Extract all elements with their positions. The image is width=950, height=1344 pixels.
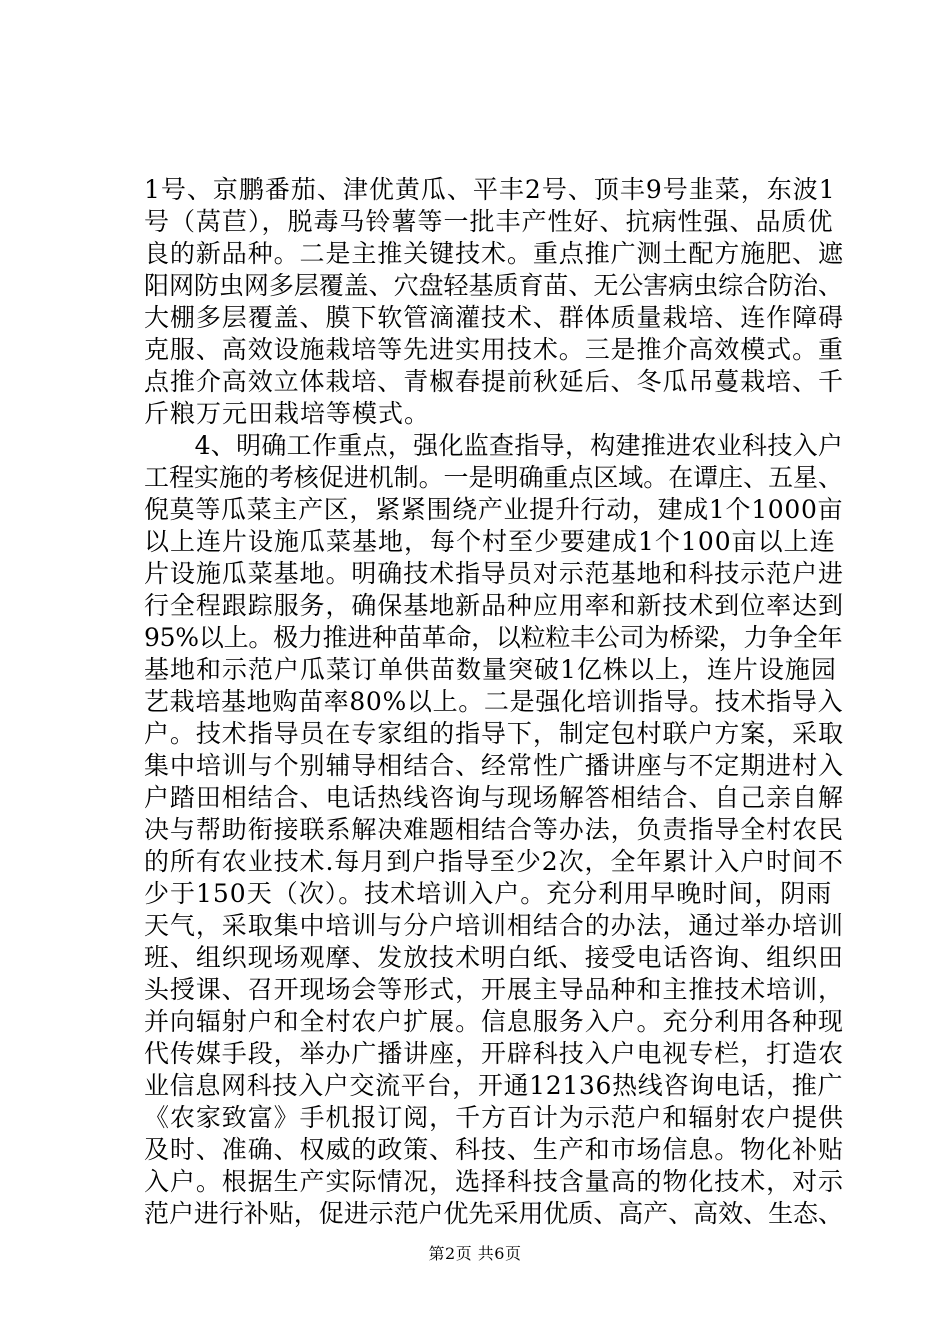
text-line: 阳网防虫网多层覆盖、穴盘轻基质育苗、无公害病虫综合防治、 <box>144 271 843 300</box>
text-line: 业信息网科技入户交流平台，开通12136热线咨询电话，推广 <box>144 1071 844 1100</box>
text-line: 少于150天（次）。技术培训入户。充分利用早晚时间，阴雨 <box>144 879 833 908</box>
body-text <box>144 174 844 1230</box>
text-line: 及时、准确、权威的政策、科技、生产和市场信息。物化补贴 <box>144 1135 844 1164</box>
text-line: 并向辐射户和全村农户扩展。信息服务入户。充分利用各种现 <box>144 1007 844 1036</box>
text-line: 工程实施的考核促进机制。一是明确重点区域。在谭庄、五星、 <box>144 463 843 492</box>
text-line: 的所有农业技术.每月到户指导至少2次，全年累计入户时间不 <box>144 847 844 876</box>
text-line: 95%以上。极力推进种苗革命，以粒粒丰公司为桥梁，力争全年 <box>144 623 843 652</box>
text-line: 范户进行补贴，促进示范户优先采用优质、高产、高效、生态、 <box>144 1199 843 1228</box>
text-line: 集中培训与个别辅导相结合、经常性广播讲座与不定期进村入 <box>144 751 844 780</box>
text-line: 基地和示范户瓜菜订单供苗数量突破1亿株以上，连片设施园 <box>144 655 837 684</box>
text-line: 1号、京鹏番茄、津优黄瓜、平丰2号、顶丰9号韭菜，东波1 <box>144 175 836 204</box>
text-line: 户踏田相结合、电话热线咨询与现场解答相结合、自己亲自解 <box>144 783 844 812</box>
text-line: 大棚多层覆盖、膜下软管滴灌技术、群体质量栽培、连作障碍 <box>144 303 844 332</box>
text-line: 《农家致富》手机报订阅，千方百计为示范户和辐射农户提供 <box>144 1103 844 1132</box>
text-line: 4、明确工作重点，强化监查指导，构建推进农业科技入户 <box>144 431 844 460</box>
text-line: 决与帮助衔接联系解决难题相结合等办法，负责指导全村农民 <box>144 815 844 844</box>
text-line: 入户。根据生产实际情况，选择科技含量高的物化技术，对示 <box>144 1167 844 1196</box>
text-line: 良的新品种。二是主推关键技术。重点推广测土配方施肥、遮 <box>144 239 844 268</box>
page-footer: 第2页 共6页 <box>428 1244 522 1263</box>
text-line: 户。技术指导员在专家组的指导下，制定包村联户方案，采取 <box>144 719 844 748</box>
text-line: 班、组织现场观摩、发放技术明白纸、接受电话咨询、组织田 <box>144 943 844 972</box>
text-line: 点推介高效立体栽培、青椒春提前秋延后、冬瓜吊蔓栽培、千 <box>144 367 844 396</box>
text-line: 斤粮万元田栽培等模式。 <box>144 399 431 428</box>
text-line: 艺栽培基地购苗率80%以上。二是强化培训指导。技术指导入 <box>144 687 844 716</box>
text-line: 代传媒手段，举办广播讲座，开辟科技入户电视专栏，打造农 <box>144 1039 844 1068</box>
text-line: 行全程跟踪服务，确保基地新品种应用率和新技术到位率达到 <box>144 591 844 620</box>
text-line: 头授课、召开现场会等形式，开展主导品种和主推技术培训， <box>144 975 844 1004</box>
text-line: 以上连片设施瓜菜基地，每个村至少要建成1个100亩以上连 <box>144 527 836 556</box>
text-line: 号（莴苣），脱毒马铃薯等一批丰产性好、抗病性强、品质优 <box>144 207 834 236</box>
text-line: 天气，采取集中培训与分户培训相结合的办法，通过举办培训 <box>144 911 844 940</box>
text-line: 倪莫等瓜菜主产区，紧紧围绕产业提升行动，建成1个1000亩 <box>144 495 844 524</box>
text-line: 克服、高效设施栽培等先进实用技术。三是推介高效模式。重 <box>144 335 844 364</box>
text-line: 片设施瓜菜基地。明确技术指导员对示范基地和科技示范户进 <box>144 559 844 588</box>
